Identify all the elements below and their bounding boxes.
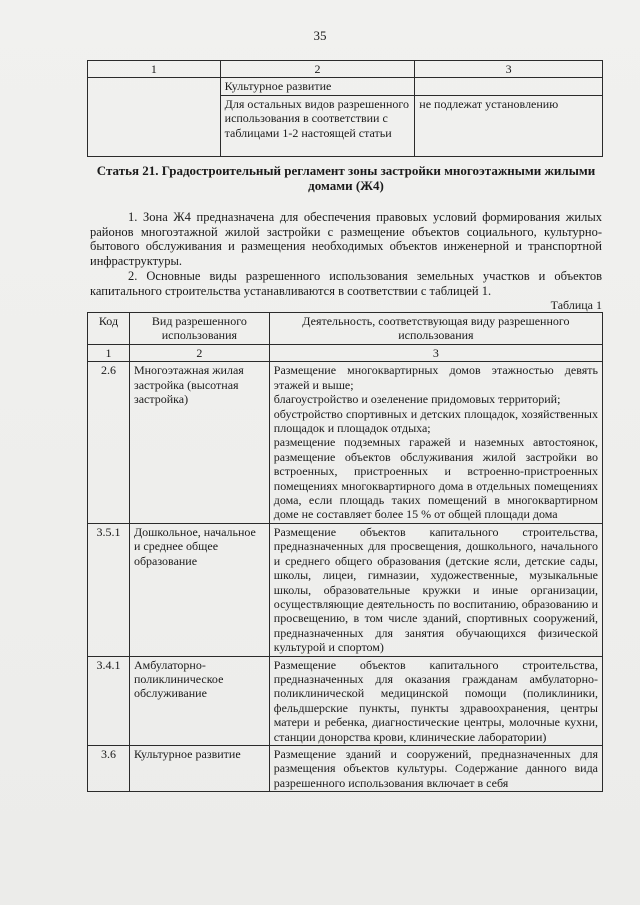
table-row: [88, 745, 603, 791]
table-header-row: [88, 313, 603, 345]
row-activity: [269, 656, 602, 745]
activity-line: Размещение многоквартирных домов этажностью девять этажей и выше;: [273, 363, 598, 392]
row-activity: [269, 362, 602, 523]
table-cell: не подлежат установлению: [415, 95, 603, 156]
header-type: Вид разрешенного использования: [129, 313, 269, 345]
header-cell: 2: [220, 61, 415, 78]
table-row: [88, 78, 603, 95]
table-cell: [88, 78, 221, 156]
continued-table: [87, 60, 603, 157]
row-activity: [269, 523, 602, 656]
table-cell: [415, 78, 603, 95]
table-cell: Культурное развитие: [220, 78, 415, 95]
header-cell: 1: [88, 61, 221, 78]
activity-line: размещение подземных гаражей и наземных автостоянок, размещение объектов обслуживания жилой застройки во встроенных, пристроенных и встроенно-пристроенных помещениях многоквартирного дома в отдельных помещениях дома, если площадь таких помещений в многоквартирном доме не составляет более 15 % от общей площади дома: [273, 435, 598, 522]
activity-line: благоустройство и озеленение придомовых территорий;: [273, 392, 561, 407]
table-numbering-row: [88, 345, 603, 362]
header-cell: 3: [415, 61, 603, 78]
row-code: 3.4.1: [88, 656, 130, 745]
paragraph-2: 2. Основные виды разрешенного использования земельных участков и объектов капитального строительства устанавливаются в соответствии с таблицей 1.: [90, 269, 602, 298]
row-type: Культурное развитие: [129, 745, 269, 791]
row-code: 2.6: [88, 362, 130, 523]
row-activity: [269, 745, 602, 791]
table-caption: Таблица 1: [550, 298, 602, 312]
table-row: [88, 523, 603, 656]
row-type: Многоэтажная жилая застройка (высотная застройка): [129, 362, 269, 523]
header-activity: Деятельность, соответствующая виду разрешенного использования: [269, 313, 602, 345]
table-row: [88, 656, 603, 745]
permitted-use-table: [87, 312, 603, 792]
activity-line: Размещение зданий и сооружений, предназначенных для размещения объектов культуры. Содержание данного вида разрешенного использования включает в себя: [273, 746, 598, 790]
table-cell: Для остальных видов разрешенного использования в соответствии с таблицами 1-2 настоящей статьи: [220, 95, 415, 156]
activity-line: Размещение объектов капитального строительства, предназначенных для просвещения, дошкольного, начального и среднего общего образования (детские ясли, детские сады, школы, лицеи, гимназии, художественные, музыкальные школы, образовательные кружки и иные организации, осуществляющие деятельность по воспитанию, образованию и просвещению, в том числе зданий, спортивных сооружений, предназначенных для занятия обучающихся физической культурой и спортом): [273, 524, 598, 655]
table-header-row: [88, 61, 603, 78]
column-number: 1: [88, 345, 130, 362]
paragraph-1: 1. Зона Ж4 предназначена для обеспечения правовых условий формирования жилых районов многоэтажной жилой застройки с размещение объектов социального, культурно-бытового обслуживания и размещения необходимых объектов инженерной и транспортной инфраструктуры.: [90, 210, 602, 268]
table-row: [88, 362, 603, 523]
column-number: 3: [269, 345, 602, 362]
article-title: Статья 21. Градостроительный регламент зоны застройки многоэтажными жилыми домами (Ж4): [96, 163, 596, 193]
row-code: 3.6: [88, 745, 130, 791]
header-code: Код: [88, 313, 130, 345]
page-number: 35: [313, 28, 327, 43]
row-code: 3.5.1: [88, 523, 130, 656]
row-type: Дошкольное, начальное и среднее общее образование: [129, 523, 269, 656]
row-type: Амбулаторно-поликлиническое обслуживание: [129, 656, 269, 745]
activity-line: обустройство спортивных и детских площадок, хозяйственных площадок и площадок отдыха;: [273, 406, 598, 436]
column-number: 2: [129, 345, 269, 362]
activity-line: Размещение объектов капитального строительства, предназначенных для оказания гражданам амбулаторно-поликлинической медицинской помощи (поликлиники, фельдшерские пункты, пункты здравоохранения, центры матери и ребенка, диагностические центры, молочные кухни, станции донорства крови, клинические лаборатории): [273, 657, 598, 744]
